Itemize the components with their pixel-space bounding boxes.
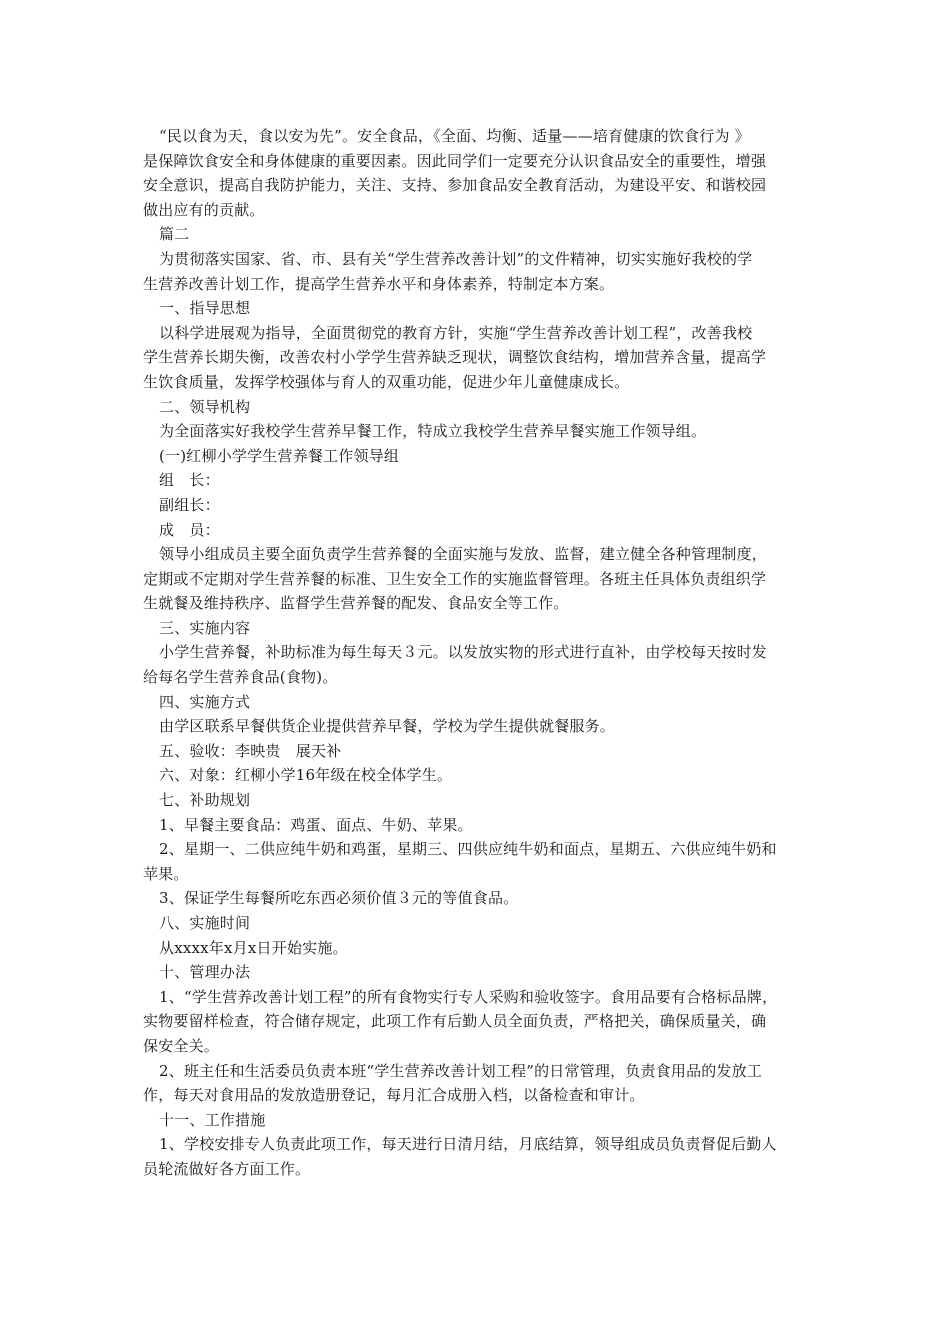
text-line: 组 长： bbox=[159, 471, 220, 490]
text-line: 1、学校安排专人负责此项工作，每天进行日清月结，月底结算，领导组成员负责督促后勤人 bbox=[159, 1135, 777, 1154]
text-line: 1、早餐主要食品：鸡蛋、面点、牛奶、苹果。 bbox=[159, 815, 473, 834]
document-body bbox=[143, 124, 813, 1182]
section-heading: 三、实施内容 bbox=[159, 618, 251, 637]
text-line: 小学生营养餐，补助标准为每生每天３元。以发放实物的形式进行直补，由学校每天按时发 bbox=[159, 643, 768, 662]
text-line: 1、“学生营养改善计划工程”的所有食物实行专人采购和验收签字。食用品要有合格标品牌， bbox=[159, 987, 778, 1006]
text-line: 苹果。 bbox=[143, 864, 189, 883]
text-line: 成 员： bbox=[159, 520, 220, 539]
text-line: 六、对象：红柳小学16年级在校全体学生。 bbox=[159, 766, 453, 785]
text-line: 为全面落实好我校学生营养早餐工作，特成立我校学生营养早餐实施工作领导组。 bbox=[159, 422, 707, 441]
text-line: 保安全关。 bbox=[143, 1036, 220, 1055]
section-heading: 四、实施方式 bbox=[159, 692, 251, 711]
text-line: 2、班主任和生活委员负责本班“学生营养改善计划工程”的日常管理，负责食用品的发放工 bbox=[159, 1061, 763, 1080]
text-line: 是保障饮食安全和身体健康的重要因素。因此同学们一定要充分认识食品安全的重要性，增强 bbox=[143, 151, 767, 170]
section-heading: 十、管理办法 bbox=[159, 963, 251, 982]
text-line: 3、保证学生每餐所吃东西必须价值３元的等值食品。 bbox=[159, 889, 519, 908]
section-heading: 十一、工作措施 bbox=[159, 1110, 266, 1129]
section-heading: 篇二 bbox=[159, 225, 190, 244]
text-line: 五、验收：李映贵 展天补 bbox=[159, 741, 342, 760]
text-line: 2、星期一、二供应纯牛奶和鸡蛋，星期三、四供应纯牛奶和面点，星期五、六供应纯牛奶和 bbox=[159, 840, 777, 859]
text-line: “民以食为天，食以安为先”。安全食品，《全面、均衡、适量——培育健康的饮食行为 》 bbox=[159, 127, 750, 145]
section-heading: 一、指导思想 bbox=[159, 299, 251, 318]
text-line: 做出应有的贡献。 bbox=[143, 200, 265, 219]
text-line: 学生营养长期失衡，改善农村小学学生营养缺乏现状，调整饮食结构，增加营养含量，提高学 bbox=[143, 348, 767, 367]
text-line: 给每名学生营养食品(食物)。 bbox=[143, 668, 338, 687]
text-line: 生营养改善计划工作，提高学生营养水平和身体素养，特制定本方案。 bbox=[143, 274, 615, 293]
text-line: 由学区联系早餐供货企业提供营养早餐，学校为学生提供就餐服务。 bbox=[159, 717, 616, 736]
text-line: 从xxxx年x月x日开始实施。 bbox=[159, 938, 348, 957]
text-line: 生就餐及维持秩序、监督学生营养餐的配发、食品安全等工作。 bbox=[143, 594, 569, 613]
section-heading: 七、补助规划 bbox=[159, 791, 251, 810]
text-line: 作，每天对食用品的发放造册登记，每月汇合成册入档，以备检查和审计。 bbox=[143, 1086, 645, 1105]
section-heading: 八、实施时间 bbox=[159, 914, 251, 932]
text-line: 员轮流做好各方面工作。 bbox=[143, 1159, 311, 1178]
section-heading: 二、领导机构 bbox=[159, 397, 251, 416]
text-line: 以科学进展观为指导，全面贯彻党的教育方针，实施“学生营养改善计划工程”，改善我校 bbox=[159, 323, 753, 342]
text-line: 为贯彻落实国家、省、市、县有关“学生营养改善计划”的文件精神，切实实施好我校的学 bbox=[159, 249, 753, 268]
text-line: 实物要留样检查，符合储存规定，此项工作有后勤人员全面负责，严格把关，确保质量关，确 bbox=[143, 1012, 767, 1031]
text-line: 生饮食质量，发挥学校强体与育人的双重功能，促进少年儿童健康成长。 bbox=[143, 372, 630, 391]
text-line: 定期或不定期对学生营养餐的标准、卫生安全工作的实施监督管理。各班主任具体负责组织学 bbox=[143, 569, 767, 588]
text-line: 领导小组成员主要全面负责学生营养餐的全面实施与发放、监督，建立健全各种管理制度， bbox=[159, 545, 768, 564]
text-line: (一)红柳小学学生营养餐工作领导组 bbox=[159, 446, 400, 465]
text-line: 副组长： bbox=[159, 495, 220, 514]
text-line: 安全意识，提高自我防护能力，关注、支持、参加食品安全教育活动，为建设平安、和谐校园 bbox=[143, 176, 767, 195]
